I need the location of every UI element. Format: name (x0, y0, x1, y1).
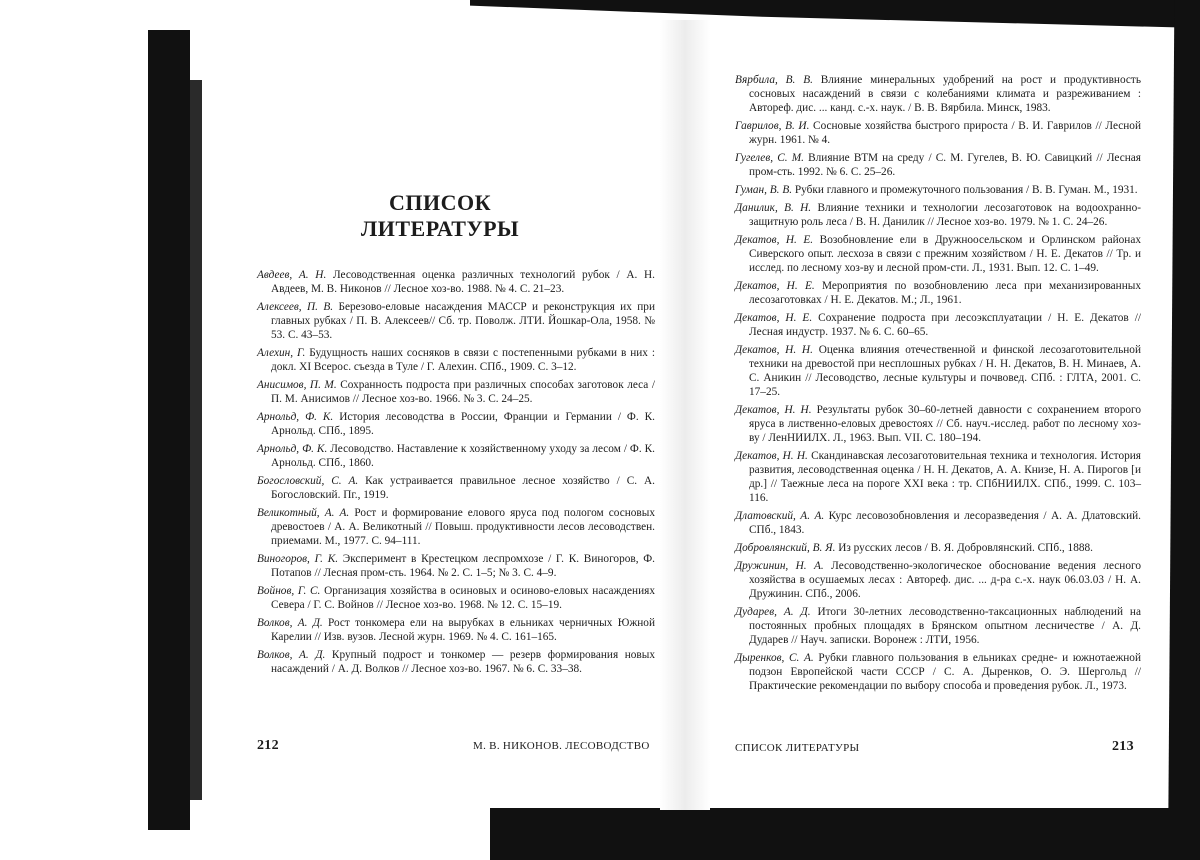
reference-author: Вярбила, В. В. (735, 74, 813, 86)
reference-text: Мероприятия по возобновлению леса при механизированных лесозаготовках / Н. Е. Декатов. М.; Л., 1961. (749, 280, 1141, 306)
reference-author: Арнольд, Ф. К. (257, 411, 334, 423)
reference-entry (257, 616, 655, 644)
reference-entry (735, 73, 1141, 115)
reference-text: Эксперимент в Крестецком леспромхозе / Г. К. Виногоров, Ф. Потапов // Лесная пром-сть. 1964. № 2. С. 1–5; № 3. С. 4–9. (271, 553, 655, 579)
reference-entry (735, 605, 1141, 647)
page-number-right: 213 (1112, 739, 1134, 754)
scan-shadow-right (1168, 0, 1200, 860)
reference-entry (257, 584, 655, 612)
reference-author: Дыренков, С. А. (735, 652, 814, 664)
reference-text: Влияние минеральных удобрений на рост и продуктивность сосновых насаждений в связи с колебаниями климата и разреживанием : Автореф. дис. ... канд. с.-х. наук. / В. В. Вярбила. Минск, 1983. (749, 74, 1141, 114)
reference-entry (735, 343, 1141, 399)
reference-text: Лесоводственно-экологическое обоснование ведения лесного хозяйства в осушаемых лесах : Автореф. дис. ... д-ра с.-х. наук 06.03.03 / Н. А. Дружинин. СПб., 2006. (749, 560, 1141, 600)
reference-text: Сосновые хозяйства быстрого прироста / В. И. Гаврилов // Лесной журн. 1961. № 4. (749, 120, 1141, 146)
reference-author: Волков, А. Д. (257, 649, 326, 661)
reference-entry (735, 449, 1141, 505)
reference-entry (257, 506, 655, 548)
reference-author: Добровлянский, В. Я. (735, 542, 836, 554)
reference-entry (257, 410, 655, 438)
page-title (245, 190, 635, 242)
title-line-1: СПИСОК (388, 190, 492, 215)
reference-entry (257, 552, 655, 580)
reference-author: Дружинин, Н. А. (735, 560, 824, 572)
reference-entry (735, 151, 1141, 179)
reference-author: Анисимов, П. М. (257, 379, 337, 391)
reference-entry (257, 378, 655, 406)
reference-author: Длатовский, А. А. (735, 510, 825, 522)
reference-author: Данилик, В. Н. (735, 202, 812, 214)
reference-author: Арнольд, Ф. К. (257, 443, 328, 455)
reference-author: Алехин, Г. (257, 347, 306, 359)
reference-text: Рубки главного и промежуточного пользования / В. В. Гуман. М., 1931. (792, 184, 1138, 196)
reference-text: Скандинавская лесозаготовительная техника и технология. История развития, лесоводственная оценка / Н. Н. Декатов, А. А. Книзе, Н. А. Пирогов [и др.] // Таежные леса на пороге XXI века : тр. СПбНИИЛХ. СПб., 1999. С. 103–116. (749, 450, 1141, 504)
reference-author: Авдеев, А. Н. (257, 269, 327, 281)
reference-text: Рост и формирование елового яруса под пологом сосновых древостоев / А. А. Великотный // Повыш. продуктивности лесов лесоводствен. приемами. М., 1977. С. 94–111. (271, 507, 655, 547)
reference-author: Декатов, Н. Е. (735, 312, 813, 324)
reference-author: Декатов, Н. Е. (735, 234, 814, 246)
scan-shadow-left-inner (190, 80, 202, 800)
reference-entry (735, 559, 1141, 601)
reference-text: Сохранение подроста при лесоэксплуатации / Н. Е. Декатов // Лесная индустр. 1937. № 6. С. 60–65. (749, 312, 1142, 338)
title-line-2: ЛИТЕРАТУРЫ (360, 216, 520, 241)
scan-shadow-bottom (490, 808, 1170, 860)
reference-author: Великотный, А. А. (257, 507, 350, 519)
reference-author: Алексеев, П. В. (257, 301, 334, 313)
reference-author: Декатов, Н. Н. (735, 404, 812, 416)
reference-text: Крупный подрост и тонкомер — резерв формирования новых насаждений / А. Д. Волков // Лесное хоз-во. 1967. № 6. С. 33–38. (271, 649, 655, 675)
reference-author: Виногоров, Г. К. (257, 553, 339, 565)
right-page (710, 30, 1170, 810)
scan-margin-left (0, 0, 150, 860)
reference-text: История лесоводства в России, Франции и Германии / Ф. К. Арнольд. СПб., 1895. (271, 411, 655, 437)
reference-entry (735, 541, 1141, 555)
reference-entry (735, 233, 1141, 275)
reference-author: Декатов, Н. Н. (735, 344, 813, 356)
scan-shadow-top (470, 0, 1200, 28)
left-page (205, 30, 665, 810)
reference-entry (257, 268, 655, 296)
reference-entry (735, 119, 1141, 147)
running-head-left: М. В. НИКОНОВ. ЛЕСОВОДСТВО (473, 740, 650, 752)
scan-shadow-left (148, 30, 190, 830)
reference-text: Итоги 30-летних лесоводственно-таксационных наблюдений на постоянных пробных площадях в Брянском опытном лесничестве / А. Д. Дударев // Науч. записки. Воронеж : ЛТИ, 1956. (749, 606, 1141, 646)
reference-entry (735, 183, 1141, 197)
book-gutter (660, 20, 710, 810)
reference-entry (257, 474, 655, 502)
reference-text: Сохранность подроста при различных способах заготовок леса / П. М. Анисимов // Лесное хоз-во. 1966. № 3. С. 24–25. (271, 379, 655, 405)
running-head-right: СПИСОК ЛИТЕРАТУРЫ (735, 742, 860, 754)
reference-text: Организация хозяйства в осиновых и осиново-еловых насаждениях Севера / Г. С. Войнов // Лесное хоз-во. 1968. № 12. С. 15–19. (271, 585, 655, 611)
page-number-left: 212 (257, 738, 279, 753)
reference-entry (735, 651, 1141, 693)
reference-text: Березово-еловые насаждения МАССР и реконструкция их при главных рубках / П. В. Алексеев// Сб. тр. Поволж. ЛТИ. Йошкар-Ола, 1958. № 53. С. 43–53. (271, 301, 656, 341)
reference-text: Влияние ВТМ на среду / С. М. Гугелев, В. Ю. Савицкий // Лесная пром-сть. 1992. № 6. С. 25–26. (749, 152, 1141, 178)
reference-text: Из русских лесов / В. Я. Добровлянский. СПб., 1888. (835, 542, 1093, 554)
reference-text: Оценка влияния отечественной и финской лесозаготовительной техники на древостой при несплошных рубках / Н. Н. Декатов, В. Н. Минаев, А. С. Аникин // Лесоводство, лесные культуры и почвовед. СПб. : ГЛТА, 2001. С. 17–25. (749, 344, 1141, 398)
reference-author: Богословский, С. А. (257, 475, 359, 487)
reference-entry (735, 311, 1141, 339)
reference-entry (257, 648, 655, 676)
reference-author: Гуман, В. В. (735, 184, 793, 196)
reference-entry (735, 509, 1141, 537)
reference-text: Как устраивается правильное лесное хозяйство / С. А. Богословский. Пг., 1919. (271, 475, 655, 501)
reference-text: Результаты рубок 30–60-летней давности с сохранением второго яруса в лиственно-еловых древостоях // Сб. науч.-исслед. работ по лесному хоз-ву / ЛенНИИЛХ. Л., 1963. Вып. VII. С. 180–194. (749, 404, 1141, 444)
reference-author: Декатов, Н. Е. (735, 280, 815, 292)
reference-text: Лесоводственная оценка различных технологий рубок / А. Н. Авдеев, М. В. Никонов // Лесное хоз-во. 1988. № 4. С. 21–23. (271, 269, 655, 295)
reference-entry (735, 279, 1141, 307)
reference-text: Будущность наших сосняков в связи с постепенными рубками в них : докл. XI Всерос. съезда в Туле / Г. Алехин. СПб., 1909. С. 3–12. (271, 347, 655, 373)
reference-author: Волков, А. Д. (257, 617, 323, 629)
reference-text: Рост тонкомера ели на вырубках в ельниках черничных Южной Карелии // Изв. вузов. Лесной журн. 1969. № 4. С. 161–165. (271, 617, 655, 643)
reference-text: Рубки главного пользования в ельниках средне- и южнотаежной подзон Европейской части СССР / С. А. Дыренков, О. Э. Шергольд // Практические рекомендации по выбору способа и проведения рубок. Л., 1973. (749, 652, 1141, 692)
reference-list-right (735, 73, 1141, 697)
reference-entry (257, 346, 655, 374)
reference-author: Войнов, Г. С. (257, 585, 321, 597)
reference-author: Гугелев, С. М. (735, 152, 804, 164)
reference-author: Декатов, Н. Н. (735, 450, 808, 462)
reference-text: Возобновление ели в Дружноосельском и Орлинском районах Сиверского опыт. лесхоза в связи с прежним хозяйством / Н. Е. Декатов // Тр. и исслед. по лесному хоз-ву и лесной пром-сти. Л., 1931. Вып. 12. С. 1–49. (749, 234, 1141, 274)
reference-entry (735, 403, 1141, 445)
reference-author: Дударев, А. Д. (735, 606, 811, 618)
reference-entry (735, 201, 1141, 229)
reference-list-left (257, 268, 655, 680)
reference-author: Гаврилов, В. И. (735, 120, 810, 132)
reference-entry (257, 300, 655, 342)
reference-text: Влияние техники и технологии лесозаготовок на водоохранно-защитную роль леса / В. Н. Данилик // Лесное хоз-во. 1979. № 1. С. 24–26. (749, 202, 1141, 228)
reference-entry (257, 442, 655, 470)
reference-text: Лесоводство. Наставление к хозяйственному уходу за лесом / Ф. К. Арнольд. СПб., 1860. (271, 443, 655, 469)
reference-text: Курс лесовозобновления и лесоразведения / А. А. Длатовский. СПб., 1843. (749, 510, 1141, 536)
